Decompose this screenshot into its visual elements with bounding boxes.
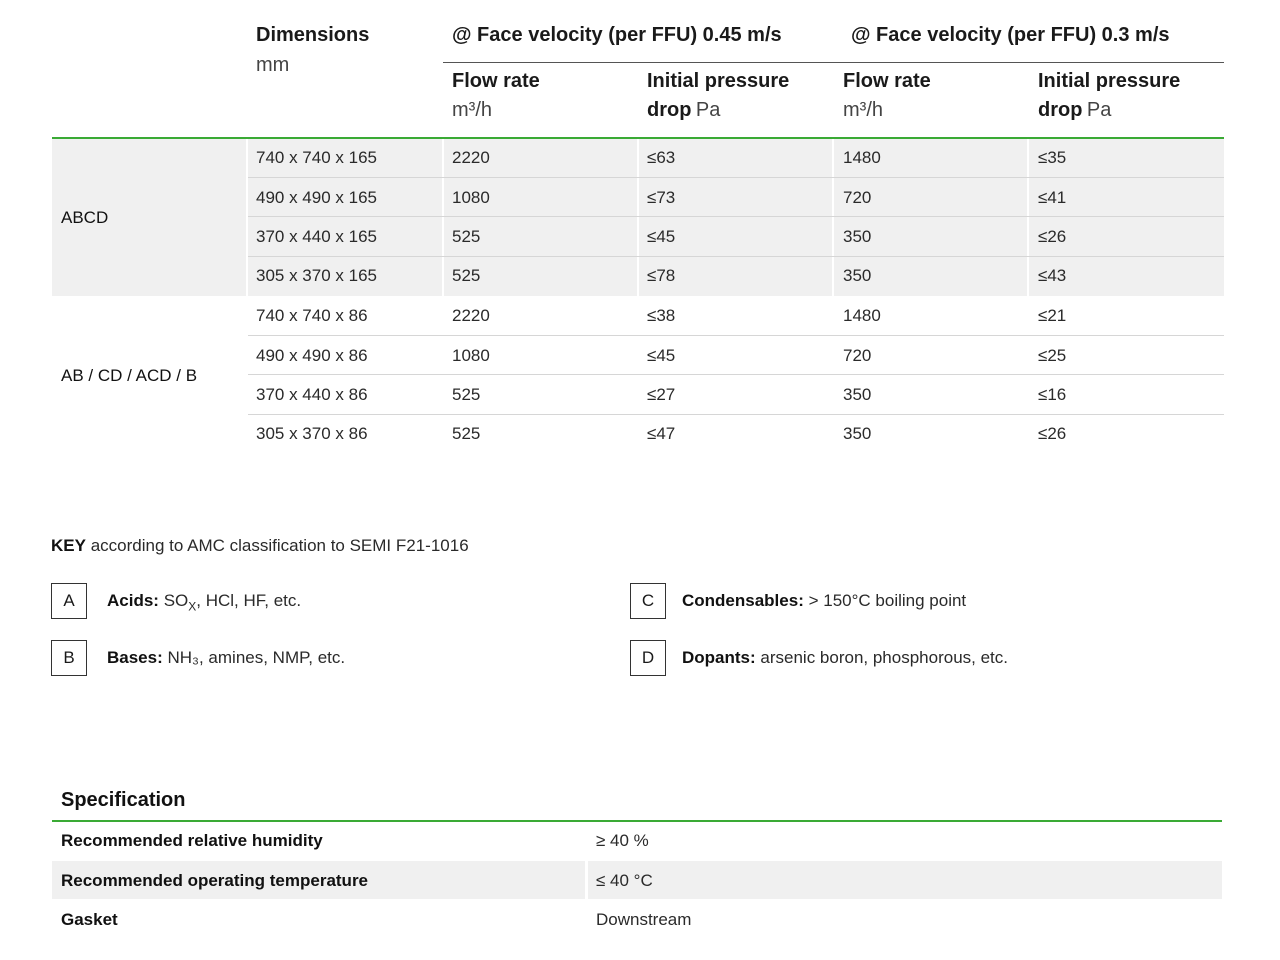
flow-rate-cell: 525	[452, 266, 481, 285]
group-label: AB / CD / ACD / B	[61, 366, 198, 385]
pressure-drop-cell: ≤27	[647, 385, 676, 404]
flow-rate-cell: 720	[843, 188, 872, 207]
flow-rate-cell: 525	[452, 385, 481, 404]
pressure-drop-cell: ≤45	[647, 227, 676, 246]
pressure-drop-cell: ≤26	[1038, 227, 1067, 246]
flow-rate-header-1	[452, 70, 540, 122]
pressure-drop-cell: ≤25	[1038, 346, 1067, 365]
row-divider	[248, 216, 1224, 217]
key-letter-box: B	[51, 640, 87, 676]
group-label: ABCD	[61, 208, 109, 227]
key-letter-box: C	[630, 583, 666, 619]
pressure-header-2	[1038, 70, 1180, 122]
row-divider	[248, 335, 1224, 336]
pressure-unit: Pa	[1086, 99, 1112, 121]
row-divider	[248, 414, 1224, 415]
flow-rate-cell: 350	[843, 424, 872, 443]
group2-header: @ Face velocity (per FFU) 0.3 m/s	[851, 24, 1170, 46]
row-divider	[248, 177, 1224, 178]
dimension-cell: 490 x 490 x 165	[256, 188, 377, 207]
pressure-drop-cell: ≤21	[1038, 306, 1067, 325]
flow-rate-cell: 2220	[452, 306, 490, 325]
dimension-cell: 305 x 370 x 86	[256, 424, 368, 443]
key-item-condensables	[682, 591, 966, 611]
row-divider	[248, 374, 1224, 375]
key-desc-post: , HCl, HF, etc.	[196, 591, 302, 610]
pressure-drop-cell: ≤26	[1038, 424, 1067, 443]
key-heading	[51, 536, 469, 556]
flow-rate-cell: 525	[452, 424, 481, 443]
flow-rate-cell: 350	[843, 385, 872, 404]
key-item-bases	[107, 648, 345, 668]
pressure-drop-cell: ≤16	[1038, 385, 1067, 404]
flow-rate-cell: 350	[843, 266, 872, 285]
spec-label: Recommended operating temperature	[61, 871, 369, 890]
pressure-title-line1: Initial pressure	[647, 70, 790, 92]
flow-rate-cell: 1080	[452, 346, 490, 365]
flow-rate-cell: 1480	[843, 148, 881, 167]
flow-rate-cell: 1080	[452, 188, 490, 207]
pressure-drop-cell: ≤43	[1038, 266, 1067, 285]
spec-label: Gasket	[61, 910, 118, 929]
key-term: Acids:	[107, 591, 159, 610]
pressure-drop-cell: ≤35	[1038, 148, 1067, 167]
spec-label: Recommended relative humidity	[61, 831, 323, 850]
flow-rate-cell: 1480	[843, 306, 881, 325]
key-heading-text: according to AMC classification to SEMI F21-1016	[90, 536, 469, 555]
flow-rate-cell: 2220	[452, 148, 490, 167]
row-divider	[248, 256, 1224, 257]
key-desc: NH₃, amines, NMP, etc.	[167, 648, 346, 667]
pressure-title-line2: drop	[647, 99, 692, 121]
flow-rate-title: Flow rate	[843, 70, 931, 92]
dimension-cell: 740 x 740 x 165	[256, 148, 377, 167]
flow-rate-header-2	[843, 70, 931, 122]
key-desc: arsenic boron, phosphorous, etc.	[760, 648, 1009, 667]
pressure-drop-cell: ≤78	[647, 266, 676, 285]
flow-rate-title: Flow rate	[452, 70, 540, 92]
flow-rate-unit: m³/h	[843, 99, 883, 121]
pressure-unit: Pa	[695, 99, 721, 121]
specification-rule	[52, 820, 1222, 822]
pressure-header-1	[647, 70, 789, 122]
pressure-drop-cell: ≤63	[647, 148, 676, 167]
dimension-cell: 740 x 740 x 86	[256, 306, 368, 325]
pressure-drop-cell: ≤45	[647, 346, 676, 365]
pressure-drop-cell: ≤73	[647, 188, 676, 207]
specification-title: Specification	[61, 789, 186, 811]
spec-value: ≥ 40 %	[596, 831, 649, 850]
key-item-acids	[107, 591, 301, 613]
flow-rate-cell: 350	[843, 227, 872, 246]
dimension-cell: 370 x 440 x 86	[256, 385, 368, 404]
dimensions-header: Dimensions	[256, 24, 370, 46]
key-desc-pre: SO	[163, 591, 189, 610]
key-letter-box: A	[51, 583, 87, 619]
spec-value: Downstream	[596, 910, 692, 929]
key-desc-sub: X	[188, 599, 197, 614]
flow-rate-cell: 720	[843, 346, 872, 365]
dimensions-unit: mm	[256, 54, 290, 76]
spec-value: ≤ 40 °C	[596, 871, 653, 890]
key-heading-bold: KEY	[51, 536, 86, 555]
pressure-title-line1: Initial pressure	[1038, 70, 1181, 92]
flow-rate-unit: m³/h	[452, 99, 492, 121]
key-term: Bases:	[107, 648, 163, 667]
pressure-title-line2: drop	[1038, 99, 1083, 121]
key-item-dopants	[682, 648, 1008, 668]
flow-rate-cell: 525	[452, 227, 481, 246]
key-term: Dopants:	[682, 648, 756, 667]
header-divider	[443, 62, 1224, 63]
key-desc: > 150°C boiling point	[808, 591, 967, 610]
key-letter-box: D	[630, 640, 666, 676]
dimension-cell: 370 x 440 x 165	[256, 227, 377, 246]
dimension-cell: 305 x 370 x 165	[256, 266, 377, 285]
key-term: Condensables:	[682, 591, 804, 610]
pressure-drop-cell: ≤41	[1038, 188, 1067, 207]
pressure-drop-cell: ≤47	[647, 424, 676, 443]
pressure-drop-cell: ≤38	[647, 306, 676, 325]
group1-header: @ Face velocity (per FFU) 0.45 m/s	[452, 24, 782, 46]
spec-row-bg	[588, 861, 1222, 899]
dimension-cell: 490 x 490 x 86	[256, 346, 368, 365]
